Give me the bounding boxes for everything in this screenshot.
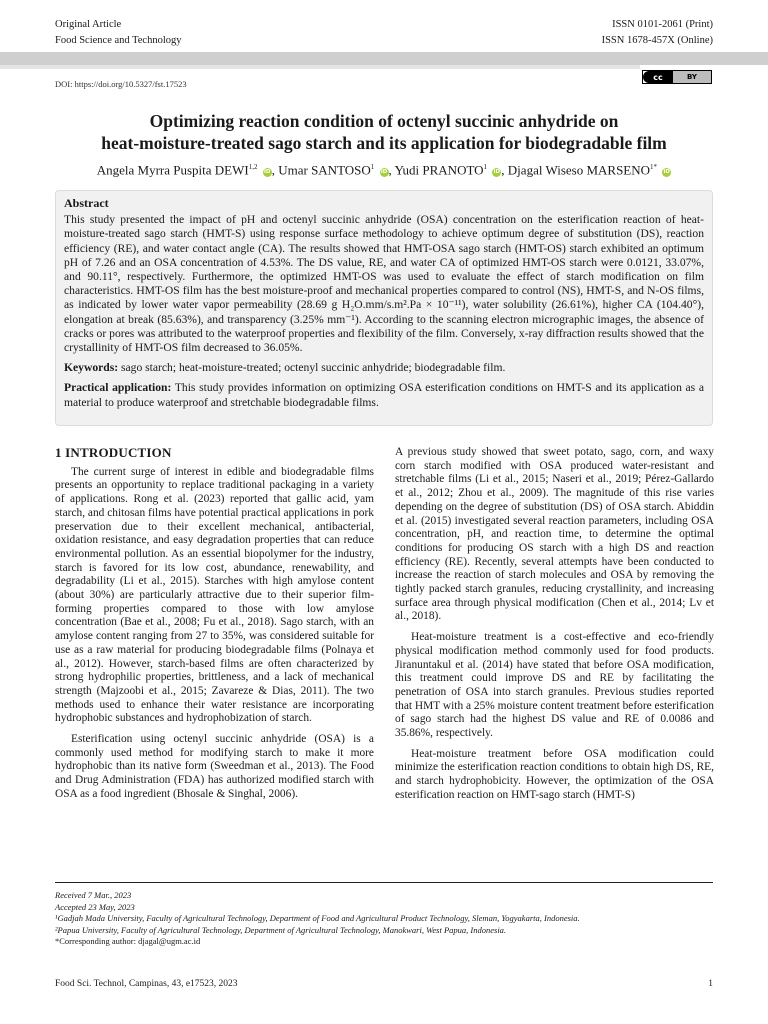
doi-link[interactable]: DOI: https://doi.org/10.5327/fst.17523 bbox=[55, 79, 187, 89]
keywords bbox=[64, 361, 704, 375]
abstract-text: This study presented the impact of pH and octenyl succinic anhydride (OSA) concentration on the esterification reaction of heat-moisture-treated sago starch (HMT-S) using response surface methodology to achieve optimum degree of substitution (DS), reaction efficiency (RE), and water contact angle (CA). The results showed that HMT-OSA sago starch (HMT-OS) starch exhibited an optimum pH of 7.26 and an OSA concentration of 4.53%. The DS value, RE, and water CA of optimized HMT-OS starch were 0.0121, 33.07%, and 90.11°, respectively. Furthermore, the optimized HMT-OS was used to evaluate the effect of starch modification on film characteristics. HMT-OS film has the best moisture-proof and mechanical properties compared to control (NS), HMT-S, and N-OS films, as indicated by lower water vapor permeability (28.69 g H₂O.mm/s.m².Pa × 10⁻¹¹), water solubility (26.61%), higher CA (104.40°), elongation at break (85.63%), and transparency (3.25% mm⁻¹). According to the scanning electron micrographic images, the absence of cracks or pores was attributed to the waterproof properties and flexibility of the film. Conversely, x-ray diffraction results showed that the crystallinity of HMT-OS film decreased to 36.05%. bbox=[64, 213, 704, 355]
author-name: Djagal Wiseso MARSENO bbox=[507, 162, 651, 178]
footnote-divider bbox=[55, 882, 713, 883]
footer-citation: Food Sci. Technol, Campinas, 43, e17523, 2023 bbox=[55, 979, 238, 989]
abstract-heading: Abstract bbox=[64, 196, 109, 210]
practical-application-label: Practical application: bbox=[64, 381, 172, 395]
body-paragraph: A previous study showed that sweet potato, sago, corn, and waxy corn starch modified with OSA produced water-resistant and stretchable films (Li et al., 2015; Naseri et al., 2019; Pérez-Gallardo et al., 2012; Zhou et al., 2009). The magnitude of this rise varies depending on the degree of substitution (DS) of OSA starch. Abiddin et al. (2015) investigated several reaction parameters, including OSA concentration, pH, and reaction time, to determine the optimal conditions for producing OS starch with a high DS and reaction efficiency (RE). Recently, several attempts have been conducted to increase the reaction of starch molecules and OSA by removing the tightly packed starch granules, reducing crystallinity, and increasing surface area through physical modification (Chen et al., 2014; Lv et al., 2018). bbox=[395, 446, 714, 623]
keywords-text: sago starch; heat-moisture-treated; octenyl succinic anhydride; biodegradable film. bbox=[121, 361, 506, 375]
cc-by-license-badge[interactable] bbox=[642, 70, 712, 84]
body-paragraph: Heat-moisture treatment before OSA modification could minimize the esterification reaction conditions to obtain high DS, RE, and starch hydrophobicity. However, the optimization of the OSA esterification reaction on HMT-sago starch (HMT-S) bbox=[395, 747, 714, 801]
body-paragraph: Esterification using octenyl succinic anhydride (OSA) is a commonly used method for modifying starch to make it more hydrophobic than its native form (Sweedman et al., 2013). The Food and Drug Administration (FDA) has authorized modified starch with OSA as a food ingredient (Bhosale & Singhal, 2006). bbox=[55, 733, 374, 800]
paper-title-line-1: Optimizing reaction condition of octenyl succinic anhydride on bbox=[149, 111, 619, 131]
author-list: Angela Myrra Puspita DEWI$^{1,2}$ iD, Umar SANTOSO$^1$ iD, Yudi PRANOTO$^1$ iD, Djagal Wiseso $MARSENO^{1*}$ iD bbox=[96, 162, 670, 178]
corresponding-author: *Corresponding author: djagal@ugm.ac.id bbox=[55, 936, 201, 946]
orcid-icon[interactable]: iD bbox=[493, 169, 501, 176]
header-band bbox=[0, 52, 768, 65]
practical-application bbox=[64, 381, 704, 409]
paper-title-line-2: heat-moisture-treated sago starch and its application for biodegradable film bbox=[101, 133, 667, 153]
received-date: Received 7 Mar., 2023 bbox=[55, 890, 132, 900]
author-affiliation-mark: 1 bbox=[370, 163, 375, 171]
body-paragraph: Heat-moisture treatment is a cost-effective and eco-friendly physical modification method commonly used for food products. Jiranuntakul et al. (2014) have stated that before OSA modification, this treatment could improve DS and RE by facilitating the penetration of OSA into starch granules. Previous studies reported that HMT with a 25% moisture content treatment before esterification of sago starch had the highest DS value and RE of 0.0086 and 35.86%, respectively. bbox=[395, 631, 714, 740]
author-name: Yudi PRANOTO bbox=[394, 162, 484, 178]
affiliation-2: ²Papua University, Faculty of Agricultural Technology, Department of Agricultural Technology, Manokwari, West Papua, Indonesia. bbox=[55, 924, 507, 935]
orcid-icon[interactable]: iD bbox=[380, 169, 388, 176]
by-icon: BY bbox=[673, 71, 711, 83]
paper-title bbox=[40, 110, 728, 154]
journal-header-right bbox=[602, 17, 713, 49]
body-column-left bbox=[55, 446, 374, 802]
section-heading-introduction: 1 INTRODUCTION bbox=[55, 445, 172, 460]
footnotes bbox=[55, 890, 580, 948]
author-name: Angela Myrra Puspita DEWI bbox=[96, 162, 249, 178]
orcid-icon[interactable]: iD bbox=[263, 169, 271, 176]
author-affiliation-mark: 1* bbox=[650, 163, 658, 171]
issn-online: ISSN 1678-457X (Online) bbox=[601, 35, 713, 46]
body-column-right bbox=[395, 446, 714, 803]
journal-name: Food Science and Technology bbox=[55, 35, 182, 46]
practical-application-text: This study provides information on optimizing OSA esterification conditions on HMT-S and its application as a material to produce waterproof and stretchable biodegradable films. bbox=[64, 381, 704, 409]
author-affiliation-mark: 1,2 bbox=[248, 163, 258, 171]
body-paragraph: The current surge of interest in edible and biodegradable films presents an opportunity to replace traditional packaging in a variety of applications. Rong et al. (2023) reported that gallic acid, yam starch, and chitosan films have potential practical applications in pork preservation due to their excellent mechanical, antibacterial, oxidation resistance, and easy degradation properties that can reduce environmental pollution. As an essential biopolymer for the industry, starch is favored for its low cost, abundance, renewability, and degradability (Li et al., 2015). Starches with high amylose content (about 30%) are particularly attractive due to their superior film-forming properties compared to those with low amylose concentration (Bae et al., 2008; Fu et al., 2018). Sago starch, with an amylose content ranging from 27 to 35%, was considered suitable for use as a raw material for producing biodegradable films (Polnaya et al., 2012). However, starch-based films are often characterized by strong hydrophilic properties, brittleness, and a lack of mechanical strength (Majzoobi et al., 2015; Zavareze & Dias, 2011). The two methods used to enhance their water resistance are incorporating hydrophobic substances and hydrophobization of starch. bbox=[55, 465, 374, 725]
author-affiliation-mark: 1 bbox=[483, 163, 488, 171]
cc-icon: cc bbox=[643, 71, 673, 83]
author-name: Umar SANTOSO bbox=[278, 162, 371, 178]
page-number: 1 bbox=[708, 979, 713, 989]
journal-header-left bbox=[55, 17, 182, 49]
accepted-date: Accepted 23 May, 2023 bbox=[55, 901, 135, 912]
orcid-icon[interactable]: iD bbox=[663, 169, 670, 176]
header-band-light bbox=[0, 65, 640, 69]
abstract-box bbox=[55, 190, 713, 426]
keywords-label: Keywords: bbox=[64, 361, 119, 375]
article-type: Original Article bbox=[55, 19, 122, 30]
issn-print: ISSN 0101-2061 (Print) bbox=[612, 19, 713, 30]
affiliation-1: ¹Gadjah Mada University, Faculty of Agricultural Technology, Department of Food and Agricultural Product Technology, Sleman, Yogyakarta, Indonesia. bbox=[55, 913, 580, 923]
